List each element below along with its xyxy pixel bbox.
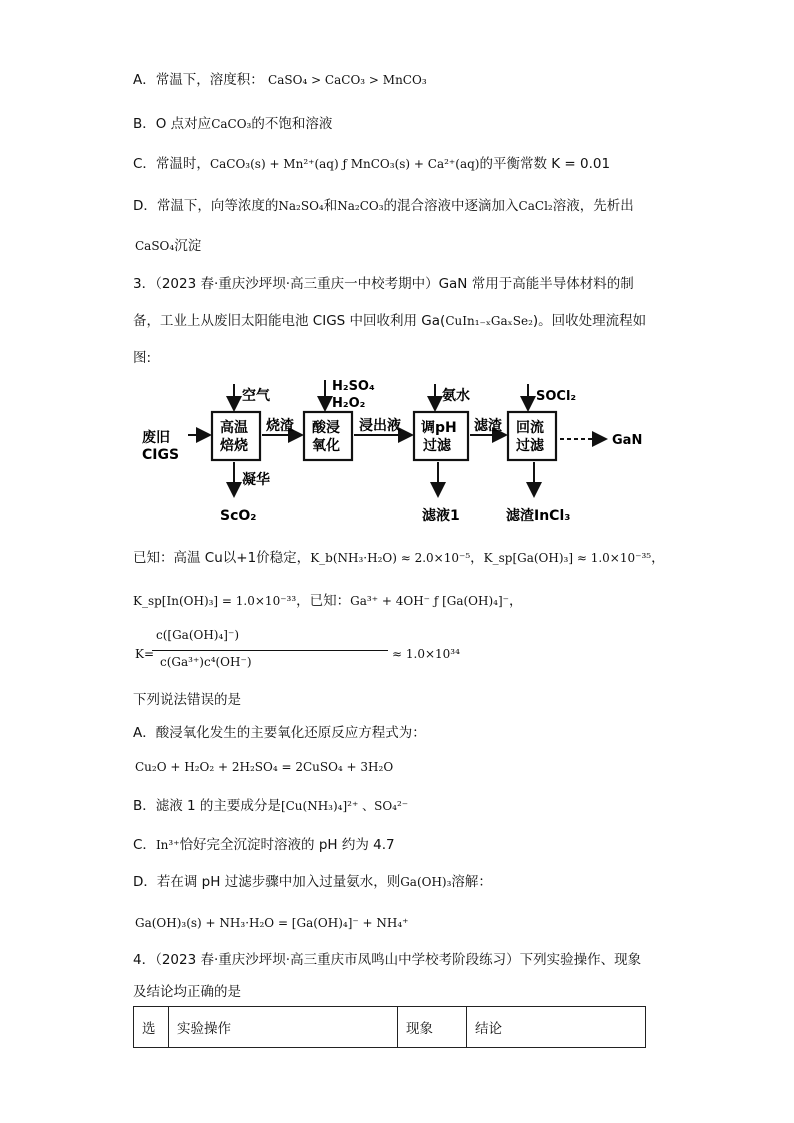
option-d-formula-3: CaCl₂ [518,199,553,213]
box-reflux-label-1: 回流 [516,420,544,436]
answer-a-equation: Cu₂O + H₂O₂ + 2H₂SO₄ = 2CuSO₄ + 3H₂O [135,760,394,774]
label-air: 空气 [242,388,270,404]
input-label-2: CIGS [142,447,180,463]
option-b-line [133,114,332,134]
answer-c-formula: In³⁺ [155,838,180,852]
option-d-line-1 [133,196,634,216]
option-c-suffix: 的平衡常数 K = 0.01 [479,156,611,172]
option-b-suffix: 的不饱和溶液 [251,116,333,132]
option-b-formula: CaCO₃ [211,117,252,131]
known-line-1 [133,548,665,568]
q4-line-1: 4．（2023 春·重庆沙坪坝·高三重庆市凤鸣山中学校考阶段练习）下列实验操作、现象 [133,952,642,968]
question-stem: 下列说法错误的是 [133,692,241,708]
answer-b-prefix: B．滤液 1 的主要成分是 [133,798,281,814]
option-d2-suffix: 沉淀 [174,238,202,254]
option-d-prefix: D．常温下，向等浓度的 [133,198,279,214]
answer-b [133,796,408,816]
cigs-formula: CuIn₁₋ₓGaₓSe₂ [445,314,533,328]
option-c-line [133,154,610,174]
answer-d-formula: Ga(OH)₃ [400,875,452,889]
option-c-prefix: C．常温时， [133,156,210,172]
label-residue-incl3: 滤渣InCl₃ [506,508,571,524]
option-a-prefix: A．常温下，溶度积： [133,72,264,88]
q3-line-2 [133,311,646,331]
known-sep: ， [470,550,484,566]
q4-line-2: 及结论均正确的是 [133,984,241,1000]
answer-d-equation: Ga(OH)₃(s) + NH₃·H₂O = [Ga(OH)₄]⁻ + NH₄⁺ [135,916,409,930]
table-header-operation: 实验操作 [169,1007,398,1048]
option-d-formula-2: Na₂CO₃ [337,199,384,213]
table-header-phenomenon: 现象 [398,1007,467,1048]
arrow-1-label: 烧渣 [266,418,294,434]
known-mid: ，已知： [296,593,351,609]
table-header-conclusion: 结论 [467,1007,646,1048]
complex-equilibrium: Ga³⁺ + 4OH⁻ ƒ [Ga(OH)₄]⁻ [350,594,509,608]
process-flowchart [130,372,660,528]
answer-b-formula: [Cu(NH₃)₄]²⁺ 、SO₄²⁻ [280,799,409,813]
box-reflux-label-2: 过滤 [516,438,544,454]
input-label-1: 废旧 [142,430,170,446]
label-h2o2: H₂O₂ [332,396,366,411]
box-ph-filter-label-2: 过滤 [423,438,451,454]
q3-line-2-prefix: 备，工业上从废旧太阳能电池 CIGS 中回收利用 Ga( [133,313,446,329]
option-d2-formula: CaSO₄ [135,239,175,253]
q3-line-2-suffix: )。回收处理流程如 [532,313,647,329]
k-value: ≈ 1.0×10³⁴ [392,647,460,661]
option-b-prefix: B．O 点对应 [133,116,212,132]
arrow-2-label: 浸出液 [359,418,401,434]
label-sco2: ScO₂ [220,508,257,524]
label-h2so4: H₂SO₄ [332,379,375,394]
box-roasting-label-2: 焙烧 [220,438,248,454]
box-ph-filter-label-1: 调pH [421,420,457,436]
table-header-row [134,1007,646,1048]
option-a-line [133,70,427,90]
ksp-in-expression: K_sp[In(OH)₃] = 1.0×10⁻³³ [133,594,297,608]
known-end: ， [651,550,665,566]
table-header-option: 选 [134,1007,169,1048]
option-d-mid-2: 的混合溶液中逐滴加入 [383,198,519,214]
answer-d-suffix: 溶解： [451,874,492,890]
known-line-2 [133,591,523,611]
label-sublimation: 凝华 [242,472,270,488]
box-acid-leach-label-1: 酸浸 [312,420,340,436]
label-gan: GaN [612,433,643,448]
answer-c-suffix: 恰好完全沉淀时溶液的 pH 约为 4.7 [179,837,395,853]
known-end-2: ， [509,593,523,609]
k-numerator: c([Ga(OH)₄]⁻) [156,628,239,642]
k-label: K= [135,647,155,661]
q3-line-1: 3．（2023 春·重庆沙坪坝·高三重庆一中校考期中）GaN 常用于高能半导体材料的制 [133,276,634,292]
answer-d-prefix: D．若在调 pH 过滤步骤中加入过量氨水，则 [133,874,401,890]
box-roasting-label-1: 高温 [220,420,248,436]
label-socl2: SOCl₂ [536,389,577,404]
answer-d [133,872,492,892]
arrow-3-label: 滤渣 [474,418,502,434]
option-a-formula: CaSO₄ > CaCO₃ > MnCO₃ [268,73,427,87]
q3-line-3: 图: [133,350,152,366]
label-ammonia: 氨水 [442,388,470,404]
k-denominator: c(Ga³⁺)c⁴(OH⁻) [160,655,252,669]
option-c-formula: CaCO₃(s) + Mn²⁺(aq) ƒ MnCO₃(s) + Ca²⁺(aq) [209,157,480,171]
label-filtrate1: 滤液1 [422,508,460,524]
experiment-table [133,1006,646,1048]
fraction-bar [152,650,388,651]
answer-a-text: A．酸浸氧化发生的主要氧化还原反应方程式为： [133,725,426,741]
option-d-mid: 和 [323,198,338,214]
answer-c [133,835,395,855]
option-d-suffix: 溶液，先析出 [552,198,634,214]
kb-expression: K_b(NH₃·H₂O) ≈ 2.0×10⁻⁵ [310,551,471,565]
option-d-formula-1: Na₂SO₄ [278,199,324,213]
known-prefix: 已知：高温 Cu以+1价稳定， [133,550,311,566]
answer-c-prefix: C． [133,837,156,853]
box-acid-leach-label-2: 氧化 [312,438,340,454]
option-d-line-2 [135,236,201,256]
ksp-ga-expression: K_sp[Ga(OH)₃] ≈ 1.0×10⁻³⁵ [483,551,652,565]
